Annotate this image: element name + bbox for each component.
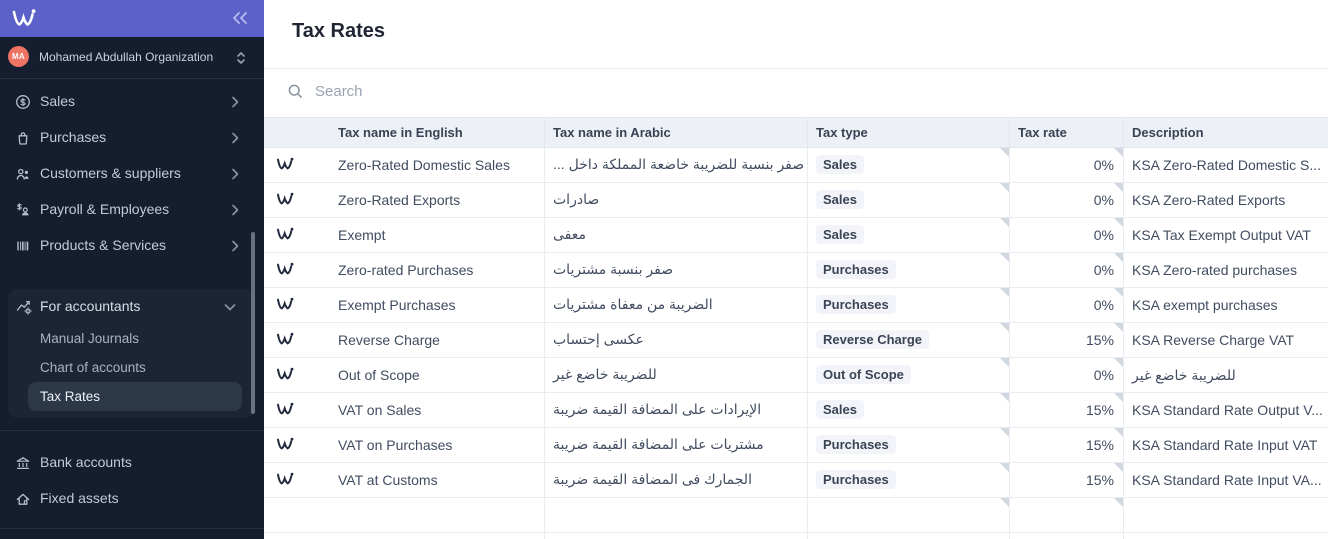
- tax-name-en: Exempt Purchases: [338, 297, 456, 313]
- cell-tax-rate[interactable]: [1010, 183, 1124, 218]
- cell-tax-name-en[interactable]: [264, 288, 545, 323]
- cell-tax-name-ar[interactable]: [545, 288, 808, 323]
- sidebar-item-fixed-assets[interactable]: [0, 481, 264, 517]
- people-icon: [15, 166, 31, 182]
- cell-description[interactable]: [1124, 498, 1328, 533]
- editable-cell-corner-marker: [1114, 393, 1123, 402]
- sidebar-item-label: Sales: [40, 93, 76, 109]
- tax-name-ar: غير‎ ‎خاضع‎ ‎للضريبة: [553, 366, 657, 382]
- column-header-description: Description: [1132, 125, 1204, 140]
- table-row[interactable]: [264, 498, 1328, 533]
- column-header-name-ar: Tax name in Arabic: [545, 118, 808, 147]
- wafeq-row-icon: [276, 227, 294, 242]
- table-header-row: [264, 117, 1328, 148]
- tax-description: KSA Standard Rate Output V...: [1132, 402, 1323, 418]
- tax-type-badge: Sales: [816, 400, 864, 419]
- chart-gear-icon: [16, 299, 33, 315]
- chevron-right-icon: [228, 166, 242, 182]
- editable-cell-corner-marker: [1114, 288, 1123, 297]
- table-row[interactable]: [264, 358, 1328, 393]
- sidebar-item-label: Payroll & Employees: [40, 201, 170, 217]
- tax-rate-value: 15%: [1085, 402, 1114, 418]
- sidebar-topbar: [0, 0, 264, 37]
- editable-cell-corner-marker: [1114, 183, 1123, 192]
- cell-tax-rate[interactable]: [1010, 358, 1124, 393]
- shopping-bag-icon: [15, 130, 31, 146]
- wafeq-row-icon: [276, 367, 294, 382]
- tax-rate-value: 0%: [1093, 262, 1114, 278]
- cell-tax-name-ar[interactable]: [545, 253, 808, 288]
- sidebar-item-tax-rates[interactable]: [8, 383, 254, 412]
- sidebar-item-chart-of-accounts[interactable]: [8, 354, 254, 383]
- sidebar-divider: [0, 528, 264, 529]
- cell-tax-type[interactable]: [808, 428, 1010, 463]
- table-row[interactable]: [264, 533, 1328, 539]
- tax-description: KSA exempt purchases: [1132, 297, 1278, 313]
- wafeq-row-icon: [276, 332, 294, 347]
- wafeq-row-icon: [276, 192, 294, 207]
- tax-name-en: VAT on Sales: [338, 402, 422, 418]
- tax-type-badge: Out of Scope: [816, 365, 911, 384]
- editable-cell-corner-marker: [1114, 358, 1123, 367]
- editable-cell-corner-marker: [1000, 253, 1009, 262]
- cell-tax-type[interactable]: [808, 148, 1010, 183]
- tax-name-en: Zero-Rated Exports: [338, 192, 461, 208]
- column-header-tax-rate: Tax rate: [1010, 118, 1124, 147]
- column-header-tax-type: Tax type: [808, 118, 1010, 147]
- tax-type-badge: Sales: [816, 155, 864, 174]
- cell-tax-type[interactable]: [808, 358, 1010, 393]
- tax-rate-value: 15%: [1085, 437, 1114, 453]
- cell-tax-name-en[interactable]: [264, 358, 545, 393]
- editable-cell-corner-marker: [1114, 253, 1123, 262]
- table-row[interactable]: [264, 288, 1328, 323]
- cell-tax-rate[interactable]: [1010, 533, 1124, 539]
- tax-rate-value: 15%: [1085, 332, 1114, 348]
- column-header-name-en: Tax name in English: [264, 118, 545, 147]
- editable-cell-corner-marker: [1000, 218, 1009, 227]
- table-row[interactable]: [264, 148, 1328, 183]
- table-row[interactable]: [264, 393, 1328, 428]
- cell-tax-name-en[interactable]: [264, 183, 545, 218]
- cell-tax-rate[interactable]: [1010, 393, 1124, 428]
- cell-tax-type[interactable]: [808, 533, 1010, 539]
- table-body: [264, 148, 1328, 539]
- tax-description: KSA Zero-Rated Exports: [1132, 192, 1286, 208]
- cell-tax-type[interactable]: [808, 498, 1010, 533]
- cell-tax-name-ar[interactable]: [545, 428, 808, 463]
- tax-name-ar: ...‎ ‎داخل‎ ‎المملكة‎ ‎خاضعة‎ ‎للضريبة‎ ‎بنسبة‎ ‎صفر: [553, 156, 805, 172]
- cell-description[interactable]: [1124, 358, 1328, 393]
- cell-description[interactable]: [1124, 253, 1328, 288]
- sidebar-item-bank-accounts[interactable]: [0, 445, 264, 481]
- tax-rate-value: 0%: [1093, 297, 1114, 313]
- sidebar-item-products-services[interactable]: [0, 228, 264, 264]
- tax-description: KSA Tax Exempt Output VAT: [1132, 227, 1311, 243]
- editable-cell-corner-marker: [1114, 218, 1123, 227]
- tax-name-en: Exempt: [338, 227, 386, 243]
- cell-tax-type[interactable]: [808, 463, 1010, 498]
- chevron-right-icon: [228, 202, 242, 218]
- sidebar-item-purchases[interactable]: [0, 120, 264, 156]
- tax-name-en: Zero-Rated Domestic Sales: [338, 157, 510, 173]
- cell-tax-type[interactable]: [808, 253, 1010, 288]
- sidebar-item-sales[interactable]: [0, 84, 264, 120]
- editable-cell-corner-marker: [1114, 428, 1123, 437]
- editable-cell-corner-marker: [1000, 183, 1009, 192]
- editable-cell-corner-marker: [1000, 288, 1009, 297]
- cell-tax-rate[interactable]: [1010, 218, 1124, 253]
- tax-rate-value: 0%: [1093, 367, 1114, 383]
- table-row[interactable]: [264, 218, 1328, 253]
- tax-name-ar: ضريبة‎ ‎القيمة‎ ‎المضافة‎ ‎فى‎ ‎الجمارك: [553, 471, 752, 487]
- page-title: Tax Rates: [292, 20, 386, 42]
- cell-tax-type[interactable]: [808, 323, 1010, 358]
- table-row[interactable]: [264, 323, 1328, 358]
- tax-name-en: Zero-rated Purchases: [338, 262, 474, 278]
- editable-cell-corner-marker: [1114, 463, 1123, 472]
- payroll-icon: [15, 202, 31, 218]
- sidebar-item-label: Purchases: [40, 129, 107, 145]
- tax-name-ar: مشتريات‎ ‎معفاة‎ ‎من‎ ‎الضريبة: [553, 296, 713, 312]
- editable-cell-corner-marker: [1000, 358, 1009, 367]
- tax-type-badge: Purchases: [816, 435, 896, 454]
- sidebar-item-label: Bank accounts: [40, 454, 132, 470]
- wafeq-row-icon: [276, 402, 294, 417]
- cell-tax-name-en[interactable]: [264, 533, 545, 539]
- editable-cell-corner-marker: [1000, 393, 1009, 402]
- sidebar-item-label: For accountants: [40, 298, 141, 314]
- sidebar-subitem-label: Manual Journals: [40, 331, 140, 346]
- tax-description: KSA Standard Rate Input VA...: [1132, 472, 1322, 488]
- editable-cell-corner-marker: [1000, 148, 1009, 157]
- tax-description: KSA Zero-Rated Domestic S...: [1132, 157, 1322, 173]
- sidebar-item-label: Fixed assets: [40, 490, 119, 506]
- org-avatar: MA: [8, 46, 29, 67]
- tax-type-badge: Purchases: [816, 295, 896, 314]
- bank-icon: [15, 455, 31, 471]
- editable-cell-corner-marker: [1114, 148, 1123, 157]
- tax-name-en: Out of Scope: [338, 367, 420, 383]
- wafeq-row-icon: [276, 437, 294, 452]
- cell-description[interactable]: [1124, 533, 1328, 539]
- tax-rate-value: 15%: [1085, 472, 1114, 488]
- wafeq-row-icon: [276, 472, 294, 487]
- cell-tax-rate[interactable]: [1010, 148, 1124, 183]
- for-accountants-group: [8, 289, 254, 418]
- cell-description[interactable]: [1124, 463, 1328, 498]
- cell-tax-name-ar[interactable]: [545, 498, 808, 533]
- cell-tax-name-en[interactable]: [264, 463, 545, 498]
- wafeq-row-icon: [276, 297, 294, 312]
- cell-tax-name-ar[interactable]: [545, 393, 808, 428]
- cell-tax-name-ar[interactable]: [545, 183, 808, 218]
- sidebar-divider: [0, 430, 264, 431]
- divider: [264, 68, 1328, 69]
- cell-tax-name-ar[interactable]: [545, 358, 808, 393]
- cell-tax-name-en[interactable]: [264, 253, 545, 288]
- tax-name-en: VAT at Customs: [338, 472, 438, 488]
- cell-description[interactable]: [1124, 428, 1328, 463]
- cell-description[interactable]: [1124, 288, 1328, 323]
- collapse-sidebar-icon[interactable]: [230, 10, 250, 26]
- main-content: [264, 0, 1328, 539]
- chevron-down-icon: [222, 300, 238, 314]
- chevron-right-icon: [228, 94, 242, 110]
- tax-type-badge: Sales: [816, 190, 864, 209]
- table-row[interactable]: [264, 183, 1328, 218]
- sidebar-subitem-label: Tax Rates: [40, 389, 101, 404]
- editable-cell-corner-marker: [1000, 463, 1009, 472]
- cell-tax-rate[interactable]: [1010, 428, 1124, 463]
- table-row[interactable]: [264, 428, 1328, 463]
- sidebar-item-for-accountants[interactable]: [8, 289, 254, 325]
- tax-name-en: VAT on Purchases: [338, 437, 453, 453]
- tax-name-en: Reverse Charge: [338, 332, 440, 348]
- cell-tax-type[interactable]: [808, 393, 1010, 428]
- cell-tax-type[interactable]: [808, 288, 1010, 323]
- tax-name-ar: إحتساب‎ ‎عكسى: [553, 331, 644, 347]
- tax-name-ar: صادرات: [553, 191, 600, 207]
- cell-tax-rate[interactable]: [1010, 323, 1124, 358]
- editable-cell-corner-marker: [1000, 323, 1009, 332]
- barcode-icon: [15, 238, 31, 254]
- tax-description: KSA Zero-rated purchases: [1132, 262, 1297, 278]
- sidebar-item-payroll-employees[interactable]: [0, 192, 264, 228]
- cell-tax-rate[interactable]: [1010, 498, 1124, 533]
- org-name: Mohamed Abdullah Organization: [39, 50, 214, 64]
- sidebar-item-customers-suppliers[interactable]: [0, 156, 264, 192]
- editable-cell-corner-marker: [1114, 498, 1123, 507]
- cell-tax-name-ar[interactable]: [545, 463, 808, 498]
- tax-type-badge: Sales: [816, 225, 864, 244]
- tax-rate-value: 0%: [1093, 192, 1114, 208]
- sidebar-subitem-label: Chart of accounts: [40, 360, 146, 375]
- cell-tax-name-ar[interactable]: [545, 148, 808, 183]
- table-row[interactable]: [264, 463, 1328, 498]
- cell-tax-name-en[interactable]: [264, 428, 545, 463]
- cell-tax-name-ar[interactable]: [545, 533, 808, 539]
- cell-tax-name-en[interactable]: [264, 218, 545, 253]
- cell-tax-name-en[interactable]: [264, 148, 545, 183]
- search-input[interactable]: [315, 77, 815, 105]
- sidebar: [0, 0, 264, 539]
- table-row[interactable]: [264, 253, 1328, 288]
- dollar-circle-icon: [15, 94, 31, 110]
- tax-type-badge: Purchases: [816, 470, 896, 489]
- cell-description[interactable]: [1124, 148, 1328, 183]
- sidebar-item-label: Customers & suppliers: [40, 165, 181, 181]
- cell-tax-name-en[interactable]: [264, 498, 545, 533]
- chevron-right-icon: [228, 238, 242, 254]
- house-icon: [15, 491, 31, 507]
- cell-tax-name-en[interactable]: [264, 393, 545, 428]
- sidebar-scrollbar[interactable]: [251, 232, 255, 414]
- editable-cell-corner-marker: [1000, 428, 1009, 437]
- editable-cell-corner-marker: [1000, 498, 1009, 507]
- tax-description: KSA Reverse Charge VAT: [1132, 332, 1295, 348]
- wafeq-row-icon: [276, 157, 294, 172]
- wafeq-logo-icon: [11, 7, 37, 29]
- tax-name-ar: مشتريات‎ ‎بنسبة‎ ‎صفر: [553, 261, 674, 277]
- tax-rate-value: 0%: [1093, 227, 1114, 243]
- tax-description: KSA Standard Rate Input VAT: [1132, 437, 1318, 453]
- chevron-up-down-icon: [234, 50, 248, 66]
- tax-rates-table: [264, 117, 1328, 539]
- cell-tax-name-en[interactable]: [264, 323, 545, 358]
- search-icon: [287, 83, 304, 100]
- cell-description[interactable]: [1124, 218, 1328, 253]
- tax-rate-value: 0%: [1093, 157, 1114, 173]
- cell-tax-name-ar[interactable]: [545, 323, 808, 358]
- cell-tax-name-ar[interactable]: [545, 218, 808, 253]
- wafeq-row-icon: [276, 262, 294, 277]
- tax-description: غير‎ ‎خاضع‎ ‎للضريبة: [1132, 367, 1236, 383]
- cell-description[interactable]: [1124, 183, 1328, 218]
- cell-tax-rate[interactable]: [1010, 253, 1124, 288]
- tax-name-ar: ضريبة‎ ‎القيمة‎ ‎المضافة‎ ‎على‎ ‎الإيرادات: [553, 401, 762, 417]
- cell-tax-rate[interactable]: [1010, 288, 1124, 323]
- cell-tax-type[interactable]: [808, 218, 1010, 253]
- tax-type-badge: Reverse Charge: [816, 330, 929, 349]
- sidebar-item-label: Products & Services: [40, 237, 167, 253]
- cell-tax-type[interactable]: [808, 183, 1010, 218]
- cell-description[interactable]: [1124, 393, 1328, 428]
- tax-name-ar: ضريبة‎ ‎القيمة‎ ‎المضافة‎ ‎على‎ ‎مشتريات: [553, 436, 764, 452]
- cell-tax-rate[interactable]: [1010, 463, 1124, 498]
- chevron-right-icon: [228, 130, 242, 146]
- organization-switcher[interactable]: [0, 37, 264, 79]
- tax-name-ar: معفى: [553, 226, 587, 242]
- cell-description[interactable]: [1124, 323, 1328, 358]
- editable-cell-corner-marker: [1114, 323, 1123, 332]
- tax-type-badge: Purchases: [816, 260, 896, 279]
- sidebar-item-manual-journals[interactable]: [8, 325, 254, 354]
